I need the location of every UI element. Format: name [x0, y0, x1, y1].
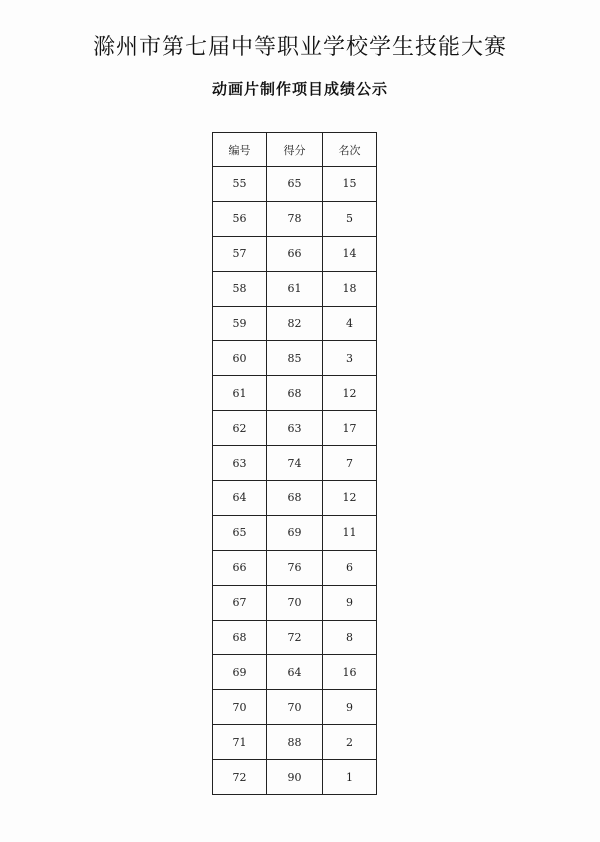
- cell-score: 70: [267, 690, 323, 725]
- cell-id: 55: [213, 167, 267, 202]
- table-row: [213, 341, 377, 376]
- column-header-rank: 名次: [323, 133, 377, 167]
- cell-id: 63: [213, 446, 267, 481]
- cell-rank: 9: [323, 585, 377, 620]
- results-table-body: [213, 167, 377, 795]
- table-row: [213, 690, 377, 725]
- cell-score: 85: [267, 341, 323, 376]
- table-row: [213, 411, 377, 446]
- table-row: [213, 481, 377, 516]
- cell-id: 71: [213, 725, 267, 760]
- cell-score: 64: [267, 655, 323, 690]
- cell-score: 74: [267, 446, 323, 481]
- table-header-row: [213, 133, 377, 167]
- cell-score: 63: [267, 411, 323, 446]
- cell-id: 58: [213, 271, 267, 306]
- cell-id: 68: [213, 620, 267, 655]
- results-table: [212, 132, 377, 795]
- cell-score: 72: [267, 620, 323, 655]
- cell-id: 69: [213, 655, 267, 690]
- cell-score: 90: [267, 760, 323, 795]
- table-row: [213, 306, 377, 341]
- cell-score: 88: [267, 725, 323, 760]
- cell-rank: 12: [323, 376, 377, 411]
- column-header-score: 得分: [267, 133, 323, 167]
- cell-id: 61: [213, 376, 267, 411]
- table-row: [213, 585, 377, 620]
- cell-score: 82: [267, 306, 323, 341]
- cell-id: 72: [213, 760, 267, 795]
- cell-rank: 12: [323, 481, 377, 516]
- cell-rank: 11: [323, 515, 377, 550]
- table-row: [213, 620, 377, 655]
- cell-id: 70: [213, 690, 267, 725]
- cell-score: 78: [267, 201, 323, 236]
- cell-id: 56: [213, 201, 267, 236]
- cell-rank: 17: [323, 411, 377, 446]
- cell-id: 60: [213, 341, 267, 376]
- table-row: [213, 550, 377, 585]
- cell-id: 64: [213, 481, 267, 516]
- table-row: [213, 515, 377, 550]
- cell-rank: 4: [323, 306, 377, 341]
- table-row: [213, 201, 377, 236]
- cell-score: 68: [267, 481, 323, 516]
- cell-score: 68: [267, 376, 323, 411]
- cell-rank: 8: [323, 620, 377, 655]
- cell-id: 59: [213, 306, 267, 341]
- table-row: [213, 376, 377, 411]
- cell-id: 65: [213, 515, 267, 550]
- cell-rank: 14: [323, 236, 377, 271]
- cell-rank: 6: [323, 550, 377, 585]
- cell-score: 76: [267, 550, 323, 585]
- cell-rank: 16: [323, 655, 377, 690]
- cell-id: 67: [213, 585, 267, 620]
- cell-rank: 7: [323, 446, 377, 481]
- cell-score: 69: [267, 515, 323, 550]
- page-subtitle: 动画片制作项目成绩公示: [211, 80, 388, 98]
- cell-score: 65: [267, 167, 323, 202]
- table-row: [213, 167, 377, 202]
- cell-id: 66: [213, 550, 267, 585]
- table-row: [213, 271, 377, 306]
- cell-rank: 3: [323, 341, 377, 376]
- cell-rank: 9: [323, 690, 377, 725]
- cell-rank: 2: [323, 725, 377, 760]
- table-row: [213, 760, 377, 795]
- cell-rank: 1: [323, 760, 377, 795]
- cell-id: 57: [213, 236, 267, 271]
- table-row: [213, 236, 377, 271]
- cell-score: 61: [267, 271, 323, 306]
- column-header-id: 编号: [213, 133, 267, 167]
- table-row: [213, 446, 377, 481]
- cell-rank: 18: [323, 271, 377, 306]
- page-title: 滁州市第七届中等职业学校学生技能大赛: [92, 35, 507, 60]
- table-row: [213, 725, 377, 760]
- cell-score: 66: [267, 236, 323, 271]
- table-row: [213, 655, 377, 690]
- cell-score: 70: [267, 585, 323, 620]
- cell-rank: 15: [323, 167, 377, 202]
- cell-id: 62: [213, 411, 267, 446]
- cell-rank: 5: [323, 201, 377, 236]
